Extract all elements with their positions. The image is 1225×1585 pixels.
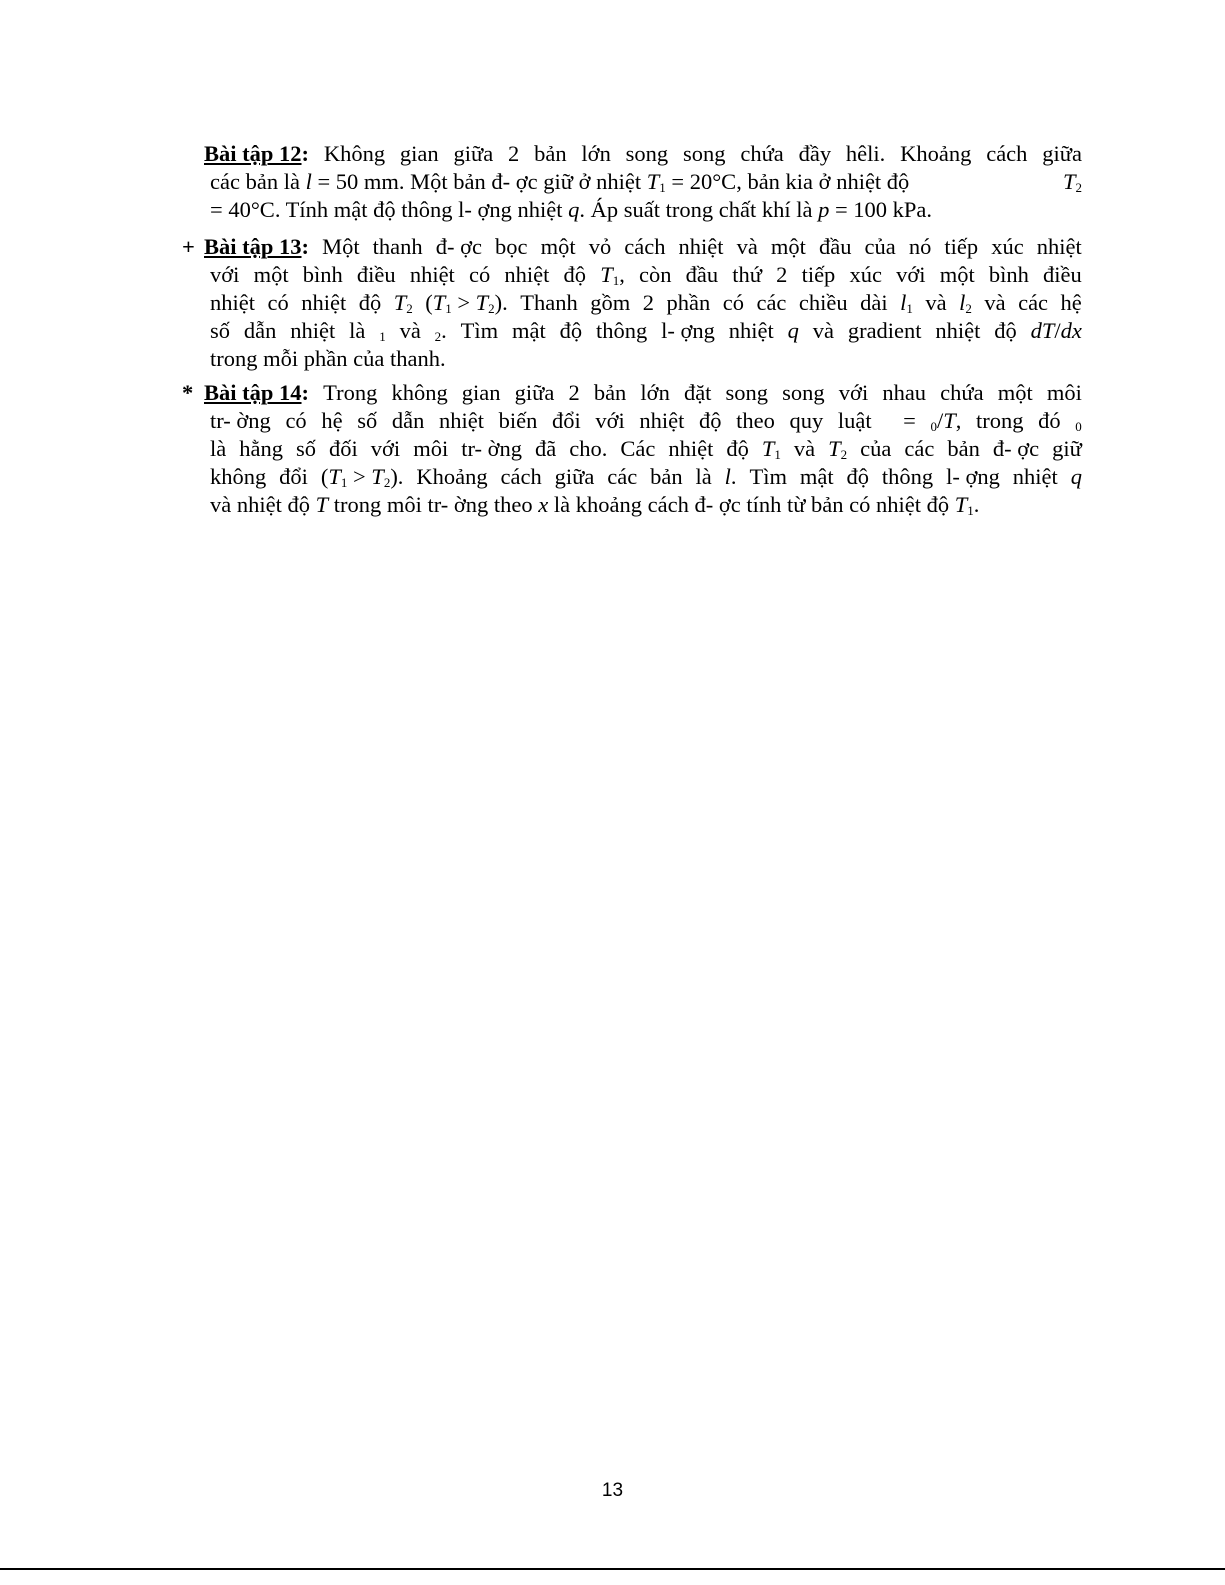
exercise-line: nhiệt có nhiệt độ $T_2$ $(T_1 > T_2)$. Thanh gồm 2 phần có các chiều dài $l_1$ và $l_2$ và các hệ bbox=[210, 290, 1082, 316]
exercise-line: và nhiệt độ T trong môi tr- ờng theo x là khoảng cách đ- ợc tính từ bản có nhiệt độ $T_1$. bbox=[210, 492, 980, 518]
bottom-rule bbox=[0, 1568, 1225, 1570]
exercise-line: Bài tập 12: Không gian giữa 2 bản lớn song song chứa đầy hêli. Khoảng cách giữa bbox=[204, 141, 1082, 166]
exercise-line: là hằng số đối với môi tr- ờng đã cho. Các nhiệt độ $T_1$ và $T_2$ của các bản đ- ợc giữ bbox=[210, 436, 1082, 462]
exercise-line: * Bài tập 14: Trong không gian giữa 2 bản lớn đặt song song với nhau chứa một môi bbox=[182, 380, 1082, 405]
exercise-title: Bài tập 12 bbox=[204, 141, 302, 166]
exercise-line: các bản là l = 50 mm. Một bản đ- ợc giữ ở nhiệt $T_1 = 20^\circ C$, bản kia ở nhiệt độ $T_2$ bbox=[210, 169, 1082, 195]
exercise-14 bbox=[182, 379, 1082, 519]
page-number: 13 bbox=[601, 1480, 624, 1501]
exercise-13 bbox=[182, 233, 1082, 373]
exercise-line: không đổi $(T_1 > T_2)$. Khoảng cách giữa các bản là l. Tìm mật độ thông l- ợng nhiệt q bbox=[210, 464, 1082, 490]
exercise-12 bbox=[182, 140, 1082, 224]
exercise-marker: * bbox=[182, 380, 194, 405]
exercise-line: tr- ờng có hệ số dẫn nhiệt biến đổi với nhiệt độ theo quy luật = $_0$/T, trong đó $_0$ bbox=[210, 408, 1082, 434]
exercise-line: số dẫn nhiệt là $_1$ và $_2$. Tìm mật độ thông l- ợng nhiệt q và gradient nhiệt độ dT/dx bbox=[210, 318, 1082, 344]
exercise-line: với một bình điều nhiệt có nhiệt độ $T_1$, còn đầu thứ 2 tiếp xúc với một bình điều bbox=[210, 262, 1082, 288]
exercise-line: + Bài tập 13: Một thanh đ- ợc bọc một vỏ cách nhiệt và một đầu của nó tiếp xúc nhiệt bbox=[182, 234, 1082, 259]
exercise-title: Bài tập 14 bbox=[204, 380, 302, 405]
exercise-title: Bài tập 13 bbox=[204, 234, 302, 259]
exercise-marker: + bbox=[182, 234, 195, 259]
exercise-line: trong mỗi phần của thanh. bbox=[210, 346, 446, 371]
exercise-line: = 40°C. Tính mật độ thông l- ợng nhiệt q. Áp suất trong chất khí là p = 100 kPa. bbox=[210, 197, 933, 222]
